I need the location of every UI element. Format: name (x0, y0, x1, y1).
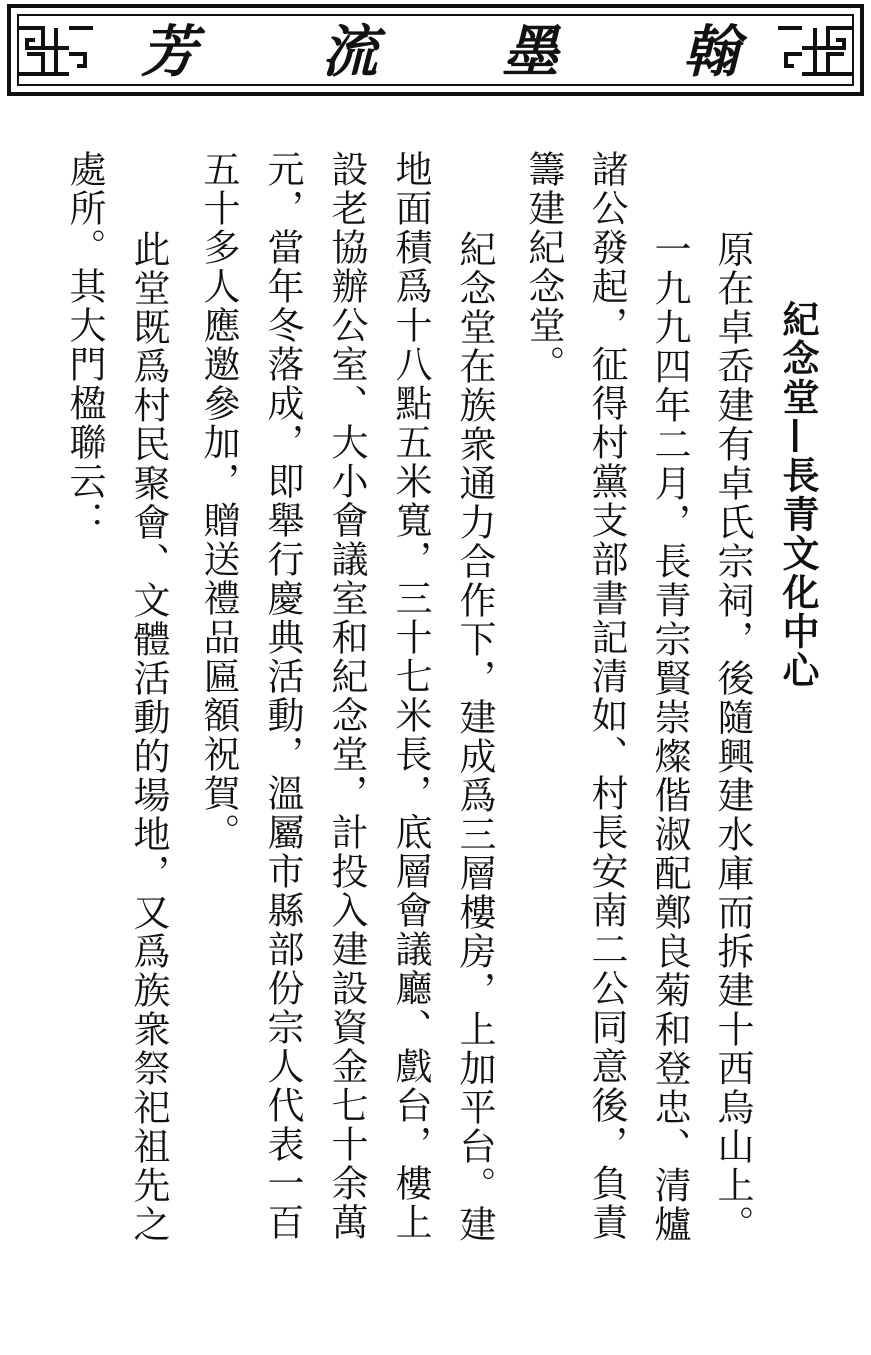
article-title: 紀念堂—長青文化中心 (776, 300, 820, 690)
fret-ornament-right-icon (776, 18, 854, 84)
header-banner (7, 4, 864, 96)
text-column-8: 元，當年冬落成，即舉行慶典活動，溫屬市縣部份宗人代表一百 (261, 150, 304, 1242)
text-column-7: 設老協辦公室、大小會議室和紀念堂，計投入建設資金七十余萬 (325, 150, 368, 1242)
fret-ornament-left-icon (17, 18, 95, 84)
text-column-3: 諸公發起，征得村黨支部書記清如、村長安南二公同意後，負責 (585, 150, 628, 1242)
text-column-2: 一九九四年二月，長青宗賢崇燦偕淑配鄭良菊和登忠、清爐 (648, 230, 691, 1244)
text-column-5: 紀念堂在族衆通力合作下，建成爲三層樓房，上加平台。建 (453, 230, 496, 1244)
text-column-1: 原在卓岙建有卓氏宗祠，後隨興建水庫而拆建十西烏山上。 (711, 230, 754, 1244)
text-column-11: 處所。其大門楹聯云： (63, 150, 106, 540)
banner-char-4: 芳 (141, 19, 197, 85)
banner-title (111, 18, 769, 86)
banner-char-1: 翰 (682, 19, 739, 85)
article-body (60, 150, 820, 1244)
text-column-4: 籌建紀念堂。 (522, 150, 565, 384)
text-column-9: 五十多人應邀參加，贈送禮品匾額祝賀。 (197, 150, 240, 852)
text-column-10: 此堂既爲村民聚會、文體活動的場地，又爲族衆祭祀祖先之 (127, 230, 170, 1244)
banner-char-2: 墨 (502, 19, 559, 85)
banner-char-3: 流 (321, 19, 378, 85)
text-column-6: 地面積爲十八點五米寬，三十七米長，底層會議廳、戲台，樓上 (389, 150, 432, 1242)
